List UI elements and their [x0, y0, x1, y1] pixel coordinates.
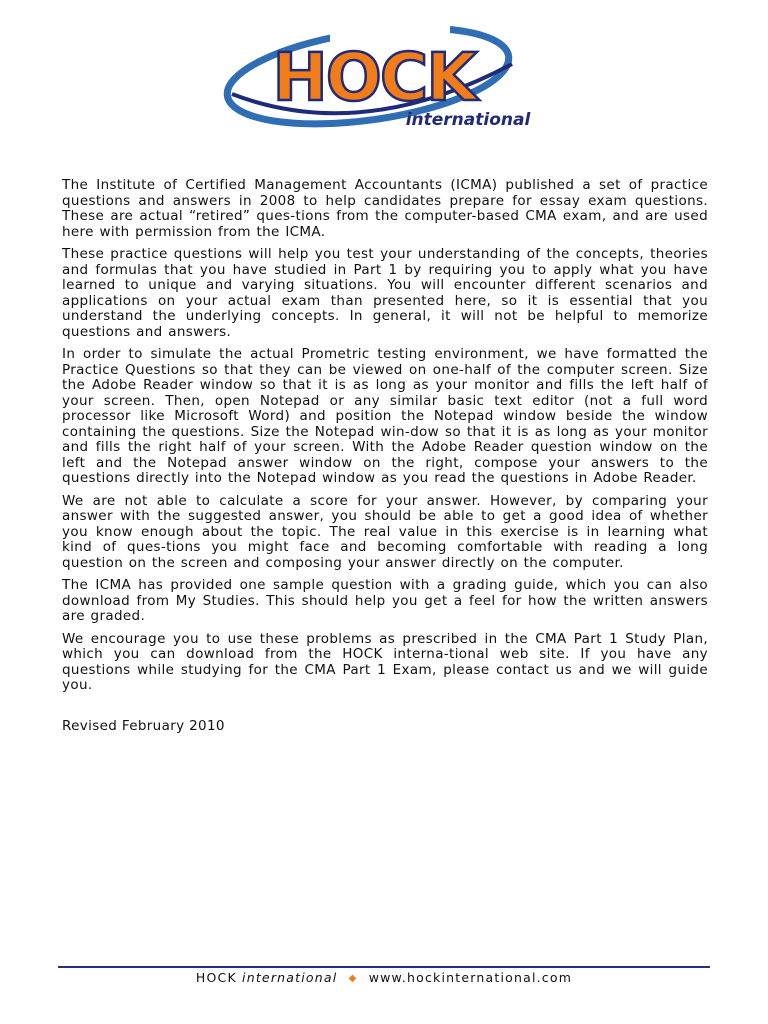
- footer-url: www.hockinternational.com: [368, 970, 573, 985]
- paragraph: We encourage you to use these problems as prescribed in the CMA Part 1 Study Plan, which you can download from the HOCK interna-tional web site. If you have any questions while studying for the CMA Part 1 Exam, please contact us and we will guide you.: [62, 630, 708, 693]
- diamond-icon: ◆: [348, 973, 358, 984]
- paragraph: These practice questions will help you test your understanding of the concepts, theories and formulas that you have studied in Part 1 by requiring you to apply what you have learned to unique and varying situations. You will encounter different scenarios and applications on your actual exam than presented here, so it is essential that you understand the underlying concepts. In general, it will not be helpful to memorize questions and answers.: [62, 246, 708, 340]
- logo-sub: international: [405, 110, 531, 130]
- footer-rule: [58, 966, 710, 968]
- paragraph: In order to simulate the actual Prometric testing environment, we have formatted the Practice Questions so that they can be viewed on one-half of the computer screen. Size the Adobe Reader window so that it is as long as your monitor and fills the left half of your screen. Then, open Notepad or any similar basic text editor (not a full word processor like Microsoft Word) and position the Notepad window beside the window containing the questions. Size the Notepad win-dow so that it is as long as your monitor and fills the right half of your screen. With the Adobe Reader question window on the left and the Notepad answer window on the right, compose your answers to the questions directly into the Notepad window as you read the questions in Adobe Reader.: [62, 346, 708, 486]
- footer: [0, 970, 768, 985]
- paragraph: The ICMA has provided one sample question with a grading guide, which you can also download from My Studies. This should help you get a feel for how the written answers are graded.: [62, 577, 708, 624]
- hock-international-logo: [212, 14, 542, 134]
- footer-intl: international: [242, 970, 338, 985]
- logo-brand: HOCK: [272, 39, 476, 116]
- footer-brand: HOCK: [195, 970, 237, 985]
- body-text: [62, 178, 708, 734]
- paragraph: We are not able to calculate a score for your answer. However, by comparing your answer with the suggested answer, you should be able to get a good idea of whether you know enough about the topic. The real value in this exercise is in learning what kind of ques-tions you might face and becoming comfortable with reading a long question on the screen and composing your answer directly on the computer.: [62, 492, 708, 571]
- revised-date: Revised February 2010: [62, 717, 225, 734]
- paragraph: The Institute of Certified Management Accountants (ICMA) published a set of practice questions and answers in 2008 to help candidates prepare for essay exam questions. These are actual “retired” ques-tions from the computer-based CMA exam, and are used here with permission from the ICMA.: [62, 177, 708, 240]
